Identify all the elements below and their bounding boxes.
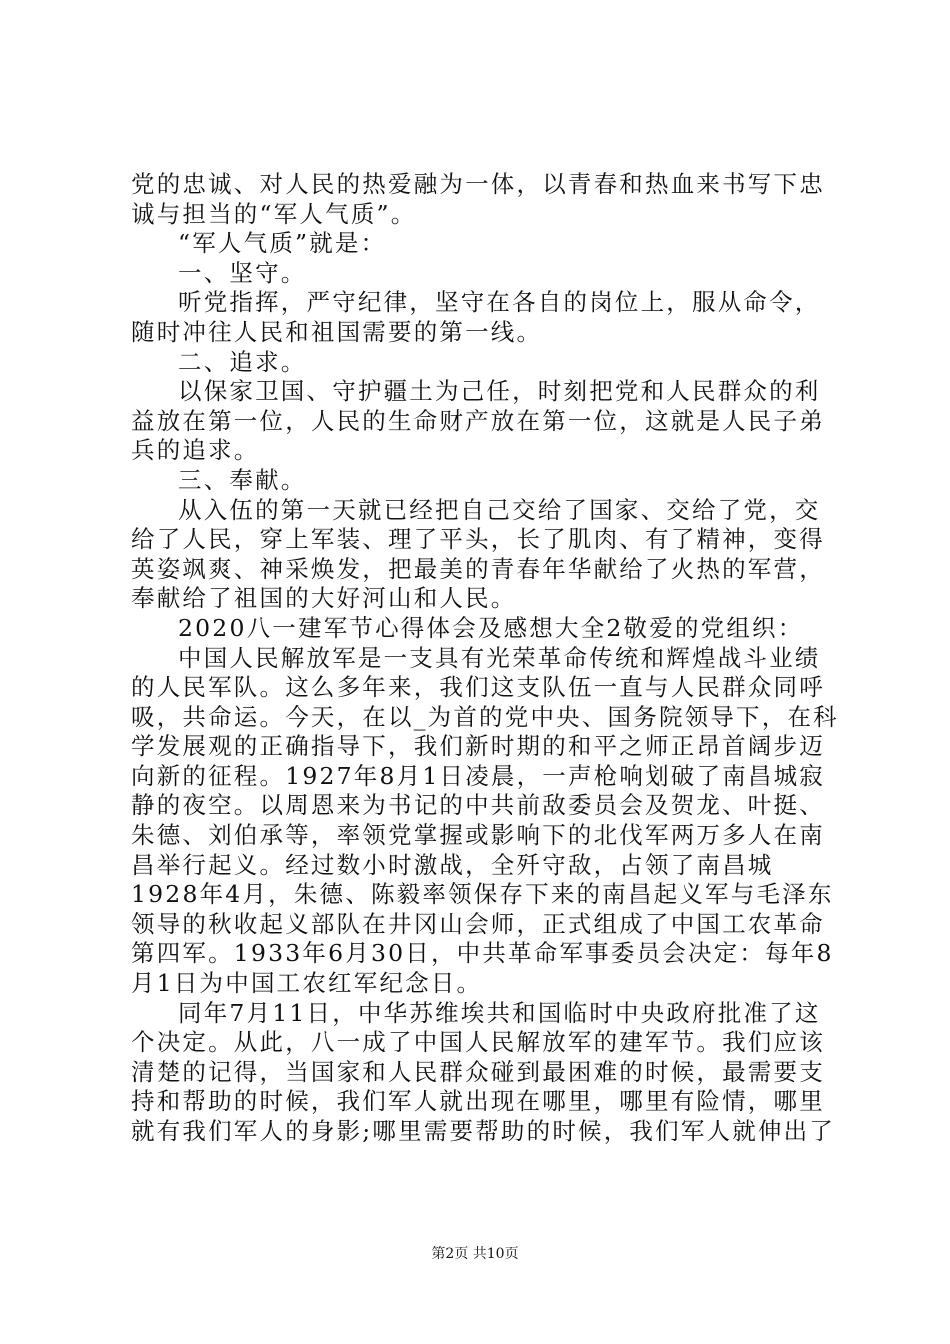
text-line: 奉献给了祖国的大好河山和人民。 [131,584,517,613]
text-line: 诚与担当的“军人气质”。 [131,199,417,228]
text-line: 个决定。从此，八一成了中国人民解放军的建军节。我们应该 [131,1028,825,1057]
text-line: 益放在第一位，人民的生命财产放在第一位，这就是人民子弟 [131,406,825,435]
text-line: 同年7月11日，中华苏维埃共和国临时中央政府批准了这 [178,998,821,1027]
text-line: 英姿飒爽、神采焕发，把最美的青春年华献给了火热的军营， [131,554,825,583]
text-line: 2020八一建军节心得体会及感想大全2敬爱的党组织： [178,613,804,642]
page-footer: 第2页 共10页 [431,1246,519,1262]
text-line: 静的夜空。以周恩来为书记的中共前敌委员会及贺龙、叶挺、 [131,791,825,820]
text-line: 一、坚守。 [178,258,307,287]
text-line: 昌举行起义。经过数小时激战，全歼守敌，占领了南昌城 [131,850,774,879]
text-line: 吸，共命运。今天，在以_为首的党中央、国务院领导下，在科 [131,702,839,731]
text-line: 持和帮助的时候，我们军人就出现在哪里，哪里有险情，哪里 [131,1087,825,1116]
text-line: 的人民军队。这么多年来，我们这支队伍一直与人民群众同呼 [131,673,825,702]
document-body [131,170,839,1147]
text-line: 听党指挥，严守纪律，坚守在各自的岗位上，服从命令， [178,288,821,317]
text-line: 就有我们军人的身影;哪里需要帮助的时候，我们军人就伸出了 [131,1117,836,1145]
text-line: 党的忠诚、对人民的热爱融为一体，以青春和热血来书写下忠 [131,170,825,198]
text-line: 二、追求。 [178,347,307,376]
text-line: 以保家卫国、守护疆土为己任，时刻把党和人民群众的利 [178,377,821,406]
text-line: 给了人民，穿上军装、理了平头，长了肌肉、有了精神，变得 [131,525,825,554]
text-line: 向新的征程。1927年8月1日凌晨，一声枪响划破了南昌城寂 [131,761,826,790]
text-line: 三、奉献。 [178,465,307,494]
text-line: 朱德、刘伯承等，率领党掌握或影响下的北伐军两万多人在南 [131,821,825,850]
text-line: 月1日为中国工农红军纪念日。 [131,969,483,998]
text-line: 从入伍的第一天就已经把自己交给了国家、交给了党，交 [178,495,821,524]
text-line: 学发展观的正确指导下，我们新时期的和平之师正昂首阔步迈 [131,732,825,761]
text-line: 第四军。1933年6月30日，中共革命军事委员会决定：每年8 [131,939,834,968]
text-line: 随时冲往人民和祖国需要的第一线。 [131,317,543,346]
text-line: “军人气质”就是： [178,229,387,258]
text-line: 领导的秋收起义部队在井冈山会师，正式组成了中国工农革命 [131,909,825,938]
text-line: 1928年4月，朱德、陈毅率领保存下来的南昌起义军与毛泽东 [131,880,834,909]
text-line: 中国人民解放军是一支具有光荣革命传统和辉煌战斗业绩 [178,643,821,672]
text-line: 清楚的记得，当国家和人民群众碰到最困难的时候，最需要支 [131,1057,825,1086]
text-line: 兵的追求。 [131,436,260,465]
